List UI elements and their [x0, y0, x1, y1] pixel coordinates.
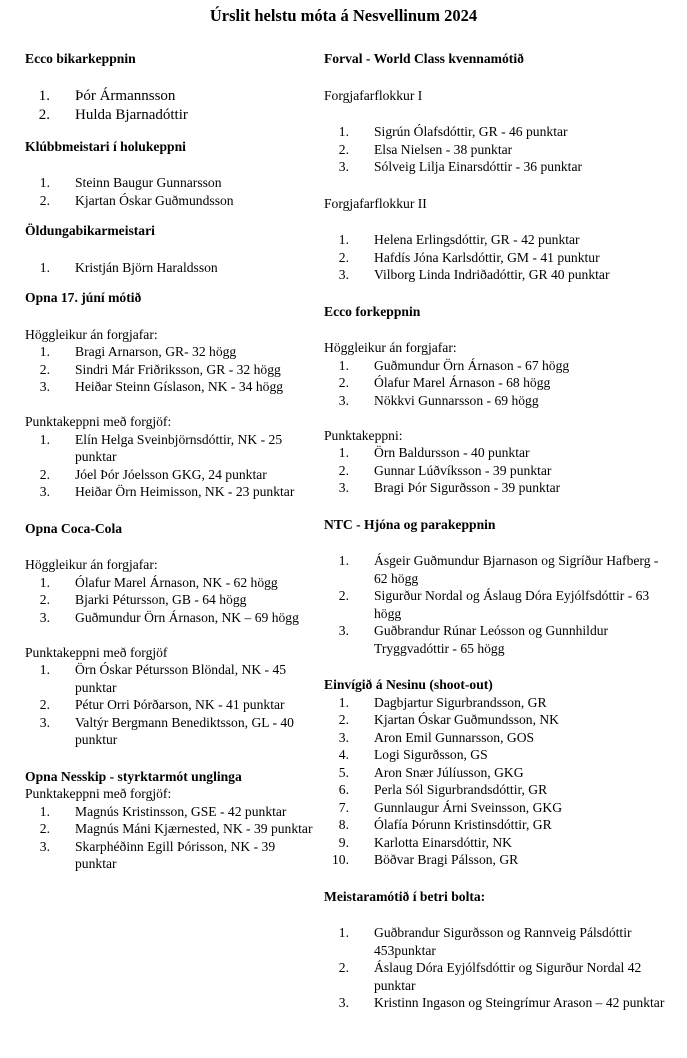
right-column [324, 50, 672, 1012]
list-item: 3. Skarphéðinn Egill Þórisson, NK - 39 punktar [39, 838, 276, 871]
list-item: 3. Guðmundur Örn Árnason, NK – 69 högg [39, 609, 299, 625]
subheading: Forgjafarflokkur I [324, 87, 423, 103]
list-item: 2. Hulda Bjarnadóttir [38, 106, 188, 123]
page-title: Úrslit helstu móta á Nesvellinum 2024 [209, 6, 478, 25]
subheading: Höggleikur án forgjafar: [25, 326, 158, 342]
list-item: 2. Sindri Már Friðriksson, GR - 32 högg [39, 361, 281, 377]
results-list-opna17-2 [25, 431, 315, 501]
list-item: 2. Áslaug Dóra Eyjólfsdóttir og Sigurður Nordal 42 punktar [338, 960, 642, 993]
results-list-ntc [324, 552, 672, 657]
list-item: 3. Nökkvi Gunnarsson - 69 högg [338, 392, 539, 408]
list-item: 1. Örn Baldursson - 40 punktar [338, 445, 530, 460]
results-list-forval-1 [324, 123, 672, 176]
list-item: 2. Hafdís Jóna Karlsdóttir, GM - 41 punktur [338, 249, 600, 265]
results-list-nesskip [25, 803, 315, 873]
list-item: 3. Aron Emil Gunnarsson, GOS [338, 729, 535, 745]
list-item: 3. Valtýr Bergmann Benediktsson, GL - 40 punktur [39, 714, 294, 747]
list-item: 9. Karlotta Einarsdóttir, NK [338, 834, 513, 850]
subheading: Höggleikur án forgjafar: [25, 557, 158, 572]
list-item: 1. Ólafur Marel Árnason, NK - 62 högg [39, 574, 278, 590]
list-item: 1. Ásgeir Guðmundur Bjarnason og Sigríður Hafberg - 62 högg [338, 553, 659, 586]
results-list-ecco-for-1 [324, 357, 672, 410]
subheading: Forgjafarflokkur II [324, 195, 427, 211]
list-item: 2. Kjartan Óskar Guðmundsson, NK [338, 712, 560, 727]
list-item: 3. Heiðar Steinn Gíslason, NK - 34 högg [39, 379, 284, 394]
section-title-ecco-bikar: Ecco bikarkeppnin [25, 51, 136, 66]
list-item: 2. Jóel Þór Jóelsson GKG, 24 punktar [39, 466, 267, 482]
list-item: 3. Sólveig Lilja Einarsdóttir - 36 punktar [338, 159, 583, 174]
section-title-ntc: NTC - Hjóna og parakeppnin [324, 516, 496, 532]
list-item: 1. Kristján Björn Haraldsson [39, 259, 218, 275]
list-item: 3. Bragi Þór Sigurðsson - 39 punktar [338, 480, 561, 495]
list-item: 3. Guðbrandur Rúnar Leósson og Gunnhildur Tryggvadóttir - 65 högg [338, 623, 609, 656]
list-item: 1. Helena Erlingsdóttir, GR - 42 punktar [338, 232, 580, 247]
list-item: 1. Þór Ármannsson [38, 87, 176, 104]
section-title-meistara: Meistaramótið í betri bolta: [324, 888, 486, 904]
section-title-forval: Forval - World Class kvennamótið [324, 51, 524, 66]
list-item: 1. Magnús Kristinsson, GSE - 42 punktar [39, 803, 287, 819]
list-item: 1. Dagbjartur Sigurbrandsson, GR [338, 694, 547, 710]
section-title-oldunga: Öldungabikarmeistari [25, 223, 155, 238]
subheading: Punktakeppni með forgjöf: [25, 414, 172, 429]
list-item: 1. Bragi Arnarson, GR- 32 högg [39, 344, 237, 359]
results-list-klubb [25, 174, 315, 209]
list-item: 5. Aron Snær Júlíusson, GKG [338, 764, 524, 780]
results-list-opna17-1 [25, 343, 315, 396]
section-title-nesskip: Opna Nesskip - styrktarmót unglinga [25, 768, 242, 784]
list-item: 1. Sigrún Ólafsdóttir, GR - 46 punktar [338, 124, 568, 139]
list-item: 1. Guðmundur Örn Árnason - 67 högg [338, 357, 570, 373]
list-item: 2. Bjarki Pétursson, GB - 64 högg [39, 592, 247, 607]
list-item: 8. Ólafía Þórunn Kristinsdóttir, GR [338, 817, 552, 832]
results-list-coca-2 [25, 661, 315, 749]
results-list-forval-2 [324, 231, 672, 284]
list-item: 3. Kristinn Ingason og Steingrímur Arason – 42 punktar [338, 995, 665, 1010]
section-title-klubb: Klúbbmeistari í holukeppni [25, 138, 186, 154]
left-column [25, 50, 315, 873]
list-item: 2. Kjartan Óskar Guðmundsson [39, 192, 234, 208]
results-list-meistara [324, 924, 672, 1012]
subheading: Punktakeppni með forgjöf [25, 644, 168, 660]
list-item: 10. Böðvar Bragi Pálsson, GR [332, 852, 519, 867]
results-list-coca-1 [25, 574, 315, 627]
list-item: 1. Guðbrandur Sigurðsson og Rannveig Pálsdóttir 453punktar [338, 925, 632, 958]
results-list-ecco-bikar [25, 87, 315, 125]
subheading: Höggleikur án forgjafar: [324, 340, 457, 355]
list-item: 2. Ólafur Marel Árnason - 68 högg [338, 375, 551, 390]
list-item: 2. Pétur Orri Þórðarson, NK - 41 punktar [39, 697, 285, 712]
list-item: 2. Sigurður Nordal og Áslaug Dóra Eyjólfsdóttir - 63 högg [338, 588, 650, 621]
list-item: 1. Steinn Baugur Gunnarsson [39, 175, 222, 190]
list-item: 3. Vilborg Linda Indriðadóttir, GR 40 punktar [338, 267, 610, 282]
section-title-coca: Opna Coca-Cola [25, 520, 123, 536]
list-item: 2. Elsa Nielsen - 38 punktar [338, 141, 513, 157]
list-item: 3. Heiðar Örn Heimisson, NK - 23 punktar [39, 484, 295, 499]
list-item: 6. Perla Sól Sigurbrandsdóttir, GR [338, 782, 548, 797]
results-list-ecco-for-2 [324, 444, 672, 497]
section-title-einvigi: Einvígið á Nesinu (shoot-out) [324, 677, 493, 692]
subheading: Punktakeppni með forgjöf: [25, 786, 172, 801]
results-list-oldunga [25, 259, 315, 277]
list-item: 7. Gunnlaugur Árni Sveinsson, GKG [338, 799, 563, 815]
list-item: 2. Magnús Máni Kjærnested, NK - 39 punktar [39, 821, 313, 836]
results-list-einvigi [324, 694, 672, 869]
subheading: Punktakeppni: [324, 427, 403, 443]
section-title-opna17: Opna 17. júní mótið [25, 290, 142, 305]
list-item: 1. Elín Helga Sveinbjörnsdóttir, NK - 25 punktar [39, 431, 283, 464]
list-item: 4. Logi Sigurðsson, GS [338, 747, 488, 762]
list-item: 1. Örn Óskar Pétursson Blöndal, NK - 45 punktar [39, 662, 287, 695]
list-item: 2. Gunnar Lúðvíksson - 39 punktar [338, 462, 552, 478]
section-title-ecco-for: Ecco forkeppnin [324, 303, 421, 319]
